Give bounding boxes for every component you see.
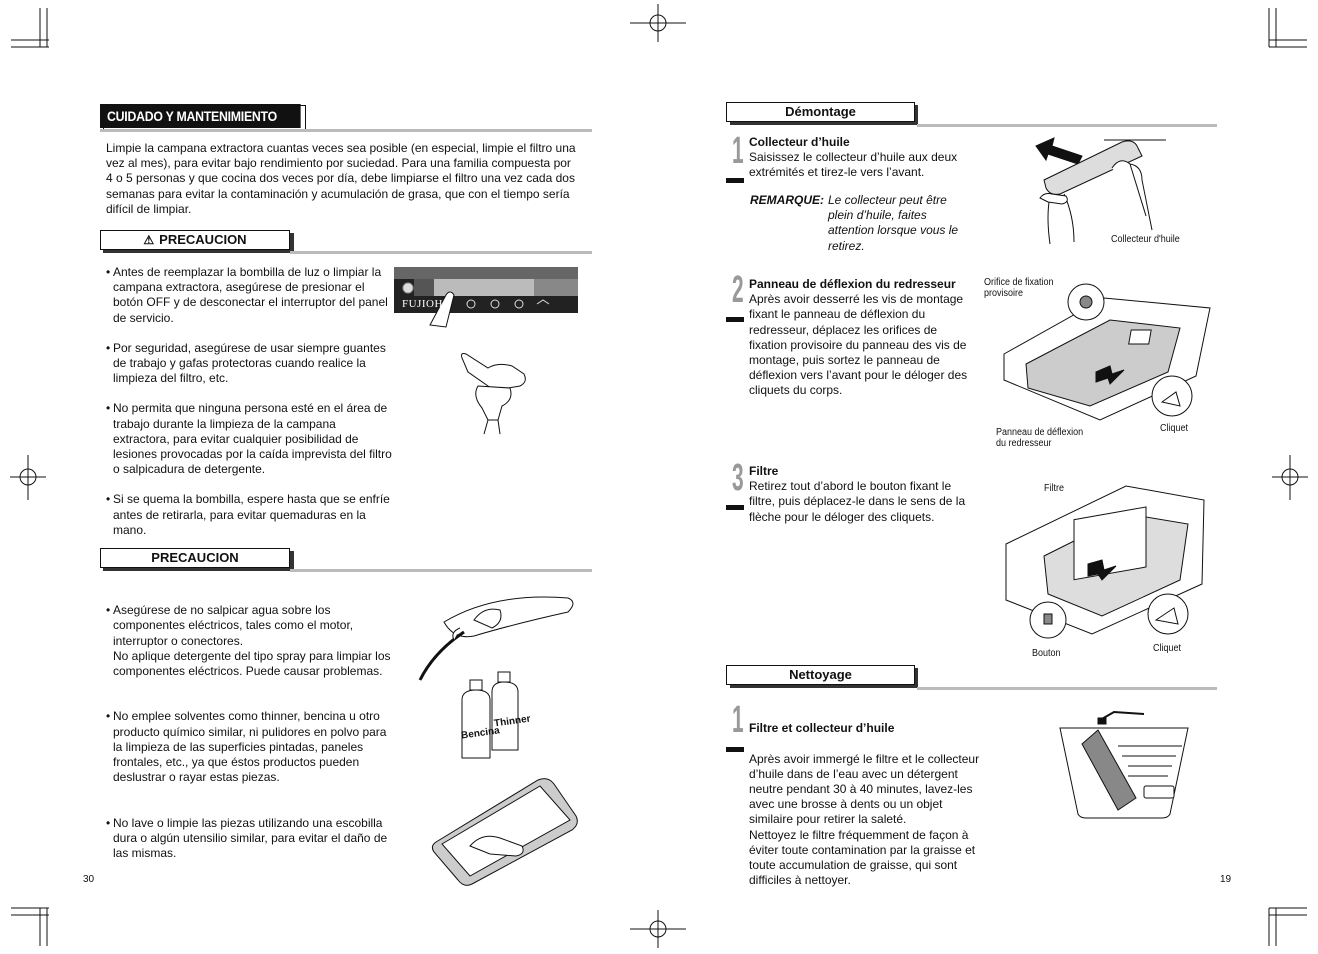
caution-rule-2: [290, 569, 592, 572]
step-marker: [726, 178, 744, 183]
step-marker: [726, 747, 744, 752]
nettoyage-rule: [917, 687, 1217, 690]
bottle-label-thinner: Thinner: [493, 713, 532, 730]
section-title: CUIDADO Y MANTENIMIENTO: [100, 104, 301, 128]
caution-list-2: [106, 588, 396, 891]
step-content: [749, 277, 977, 399]
step-marker: [726, 505, 744, 510]
list-item: • No permita que ninguna persona esté en el área de trabajo durante la limpieza de la campana extractora, para evitar cualquier posibilidad de lesiones provocadas por la caída imprevista del filtro o salpicadura de detergente.: [106, 401, 394, 477]
list-item: • Por seguridad, asegúrese de usar siempre guantes de trabajo y gafas protectoras cuando realice la limpieza del filtro, etc.: [106, 341, 394, 387]
remark-label: REMARQUE:: [750, 193, 825, 207]
demontage-rule: [917, 124, 1217, 127]
list-item: • Antes de reemplazar la bombilla de luz o limpiar la campana extractora, asegúrese de presionar el botón OFF y de desconectar el interruptor del panel de servicio.: [106, 265, 394, 326]
step-content: [749, 135, 981, 181]
baffle-panel-illustration: [1000, 280, 1216, 430]
panel-brand: FUJIOH: [402, 298, 443, 310]
figure-caption: Orifice de fixation provisoire: [984, 277, 1054, 299]
step-number: 1: [732, 130, 744, 172]
oil-collector-illustration: [1034, 136, 1166, 248]
bottle-label-bencina: Bencina: [460, 725, 501, 742]
figure-caption: Collecteur d'huile: [1111, 234, 1180, 245]
step-number: 2: [732, 269, 744, 311]
figure-caption: Bouton: [1032, 648, 1061, 659]
caution-header-2: PRECAUCION: [100, 548, 290, 568]
list-item: • No lave o limpie las piezas utilizando una escobilla dura o algún utensilio similar, para evitar el daño de las mismas.: [106, 816, 396, 862]
figure-caption: Cliquet: [1153, 643, 1182, 654]
remark-text: Le collecteur peut être plein d’huile, faites attention lorsque vous le retirez.: [828, 193, 959, 253]
caution-header-1: [100, 230, 290, 250]
step-title: Collecteur d’huile: [749, 135, 850, 149]
list-item: • Si se quema la bombilla, espere hasta que se enfríe antes de retirarla, para evitar quemaduras en la mano.: [106, 492, 394, 538]
caution-list-1: [106, 265, 394, 553]
figure-caption: Filtre: [1044, 483, 1065, 494]
step-title: Filtre: [749, 464, 779, 478]
filter-illustration: [1004, 484, 1210, 642]
hood-water-illustration: [414, 592, 578, 682]
step-text: Après avoir desserré les vis de montage fixant le panneau de déflexion du redresseur, déplacez les orifices de fixation provisoire du panneau des vis de montage, puis sortez le panneau de déflexion vers l’avant pour le déloger des cliquets du corps.: [749, 292, 968, 398]
caution-rule-1: [290, 251, 592, 254]
step-title: Filtre et collecteur d’huile: [749, 721, 895, 736]
demontage-header: Démontage: [726, 102, 915, 122]
washing-basin-illustration: [1058, 710, 1190, 820]
step-title: Panneau de déflexion du redresseur: [749, 277, 956, 291]
page-number-right: 19: [1220, 874, 1232, 885]
page-number-left: 30: [83, 874, 95, 885]
nettoyage-header: Nettoyage: [726, 665, 915, 685]
figure-caption: Cliquet: [1160, 423, 1189, 434]
intro-paragraph: Limpie la campana extractora cuantas veces sea posible (en especial, limpie el filtro una vez al mes), para evitar bajo rendimiento por suciedad. Para una familia compuesta por 4 o 5 personas y que cocina dos veces por día, debe limpiarse el filtro una vez cada dos semanas para evitar la contaminación y acumulación de grasa, que con el tiempo sería difícil de limpiar.: [106, 141, 576, 216]
step-content: [749, 464, 975, 525]
section-rule: [100, 129, 592, 132]
caution-label-1: PRECAUCION: [159, 232, 247, 247]
figure-caption: Panneau de déflexion du redresseur: [996, 427, 1084, 449]
panel-brush-illustration: [430, 776, 580, 888]
step-content: [749, 706, 989, 904]
step-marker: [726, 317, 744, 322]
step-text: Saisissez le collecteur d’huile aux deux extrémités et tirez-le vers l’avant.: [749, 150, 958, 180]
step-text: Retirez tout d’abord le bouton fixant le filtre, puis déplacez-le dans le sens de la flèche pour le déloger des cliquets.: [749, 479, 966, 524]
step-number: 3: [732, 457, 744, 499]
warning-icon: ⚠: [143, 233, 155, 247]
step-text: Après avoir immergé le filtre et le collecteur d’huile dans de l’eau avec un détergent neutre pendant 30 à 40 minutes, lavez-les avec une brosse à dents ou un objet similaire pour retirer la saleté. Nettoyez le filtre fréquemment de façon à éviter toute contamination par la graisse et toute accumulation de graisse, qui sont difficiles à nettoyer.: [749, 751, 980, 888]
gloves-illustration: [458, 346, 532, 434]
list-item: • Asegúrese de no salpicar agua sobre los componentes eléctricos, tales como el motor, interruptor o conectores. No aplique detergente del tipo spray para limpiar los componentes eléctricos. Puede causar problemas.: [106, 603, 396, 679]
step-number: 1: [732, 699, 744, 741]
list-item: • No emplee solventes como thinner, bencina u otro producto químico similar, ni pulidores en polvo para la limpieza de las superficies pintadas, paneles frontales, etc., ya que éstos productos pueden deslustrar o rayar estas piezas.: [106, 709, 396, 785]
control-panel-illustration: [394, 267, 578, 327]
